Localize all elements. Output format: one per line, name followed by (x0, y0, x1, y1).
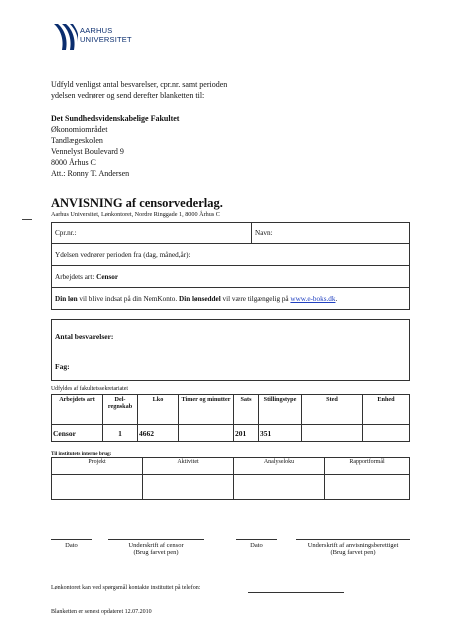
cell-analysis-locus[interactable] (234, 475, 325, 500)
cell-unit[interactable] (363, 425, 410, 442)
work-type-label: Arbejdets art: (55, 272, 95, 281)
personal-info-table (51, 222, 410, 310)
date-line-2[interactable] (236, 539, 277, 540)
date-label-2: Dato (250, 542, 263, 549)
authorizer-signature-line[interactable] (296, 539, 410, 540)
form-subtitle: Aarhus Universitet, Lønkontoret, Nordre Ringgade 1, 8000 Århus C (51, 211, 220, 218)
header-work-type: Arbejdets art (52, 395, 103, 425)
authorizer-signature-label (290, 542, 416, 556)
cell-rate: 201 (234, 425, 259, 442)
intro-line-2: ydelsen vedrører og send derefter blanketten til: (51, 91, 205, 100)
logo-line-2: UNIVERSITET (80, 34, 132, 44)
cell-position-type: 351 (259, 425, 302, 442)
internal-table (51, 457, 410, 500)
intro-line-1: Udfyld venligst antal besvarelser, cpr.nr. samt perioden (51, 80, 228, 89)
salary-text-2: vil være tilgængelig på (220, 294, 291, 303)
eboks-link[interactable]: www.e-boks.dk (290, 294, 336, 303)
cell-report-purpose[interactable] (325, 475, 410, 500)
faculty-name: Det Sundhedsvidenskabelige Fakultet (51, 114, 180, 123)
address-line-5: Att.: Ronny T. Andersen (51, 169, 130, 178)
faculty-table (51, 394, 410, 442)
header-location: Sted (302, 395, 363, 425)
salary-text-1: vil blive indsat på din NemKonto. (77, 294, 179, 303)
faculty-note: Udfyldes af fakultetssekretariatet (51, 386, 128, 392)
header-lko: Lko (138, 395, 179, 425)
cpr-label: Cpr.nr.: (55, 229, 77, 237)
cell-activity[interactable] (143, 475, 234, 500)
answers-label: Antal besvarelser: (55, 332, 114, 341)
cpr-field[interactable] (52, 223, 252, 244)
censor-signature-text: Underskrift af censor (128, 542, 184, 549)
intro-text (51, 79, 227, 101)
internal-note: Til institutets interne brug: (51, 451, 112, 457)
date-label-1: Dato (65, 542, 78, 549)
subject-label: Fag: (55, 362, 70, 371)
date-line-1[interactable] (51, 539, 92, 540)
phone-line[interactable] (248, 592, 344, 593)
period-label: Ydelsen vedrører perioden fra (dag, måned,år): (55, 250, 191, 259)
censor-signature-label (100, 542, 212, 556)
salary-bold-1: Din løn (55, 294, 78, 303)
cell-location[interactable] (302, 425, 363, 442)
work-type-field (52, 266, 410, 288)
cell-lko: 4662 (138, 425, 179, 442)
address-line-3: Vennelyst Boulevard 9 (51, 147, 124, 156)
logo-wordmark (80, 27, 132, 44)
header-unit: Enhed (363, 395, 410, 425)
cell-work-type: Censor (52, 425, 103, 442)
address-line-4: 8000 Århus C (51, 158, 96, 167)
form-title: ANVISNING af censorvederlag. (51, 196, 223, 210)
authorizer-signature-text: Underskrift af anvisningsberettiget (307, 542, 399, 549)
cell-hours[interactable] (179, 425, 234, 442)
university-seal-icon (52, 22, 80, 52)
logo-line-1: AARHUS (80, 26, 113, 35)
censor-signature-note: (Brug farvet pen) (133, 549, 179, 556)
cell-subaccount: 1 (103, 425, 138, 442)
address-line-2: Tandlægeskolen (51, 136, 103, 145)
salary-bold-2: Din lønseddel (179, 294, 221, 303)
salary-text-3: . (335, 294, 338, 303)
name-field[interactable] (252, 223, 410, 244)
header-hours: Timer og minutter (179, 395, 234, 425)
header-project: Projekt (52, 458, 143, 475)
censor-signature-line[interactable] (108, 539, 204, 540)
header-position-type: Stillingstype (259, 395, 302, 425)
header-rate: Sats (234, 395, 259, 425)
header-subaccount: Del- regnskab (103, 395, 138, 425)
payroll-contact-text: Lønkontoret kan ved spørgsmål kontakte instituttet på telefon: (51, 585, 201, 591)
name-label: Navn: (255, 229, 273, 237)
answers-box[interactable] (51, 319, 410, 381)
last-updated: Blanketten er senest opdateret 12.07.2010 (51, 609, 152, 615)
header-report-purpose: Rapportformål (325, 458, 410, 475)
margin-mark (22, 219, 32, 220)
cell-project[interactable] (52, 475, 143, 500)
address-line-1: Økonomiområdet (51, 125, 108, 134)
address-block (51, 113, 179, 179)
period-field[interactable] (52, 244, 410, 266)
work-type-value: Censor (96, 272, 119, 281)
authorizer-signature-note: (Brug farvet pen) (330, 549, 376, 556)
header-analysis-locus: Analyseloku (234, 458, 325, 475)
salary-info (52, 288, 410, 310)
header-activity: Aktivitet (143, 458, 234, 475)
